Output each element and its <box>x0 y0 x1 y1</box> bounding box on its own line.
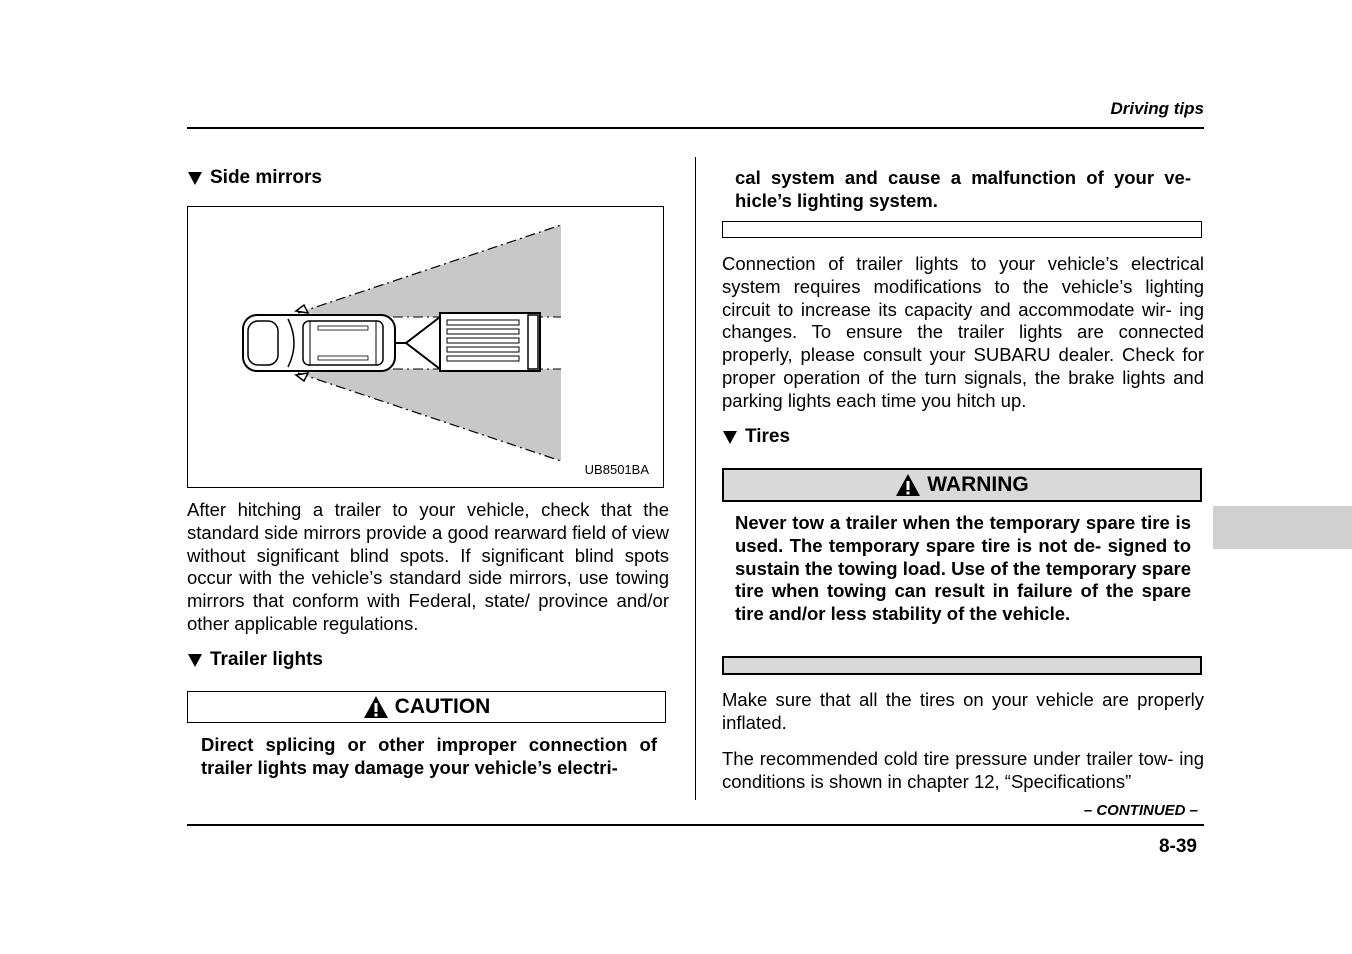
warning-label: WARNING <box>927 473 1029 496</box>
trailer-top-view <box>440 313 540 371</box>
warning-end-bar <box>722 656 1202 675</box>
car-trailer-diagram <box>188 207 663 487</box>
caution-text: Direct splicing or other improper connection of trailer lights may damage your vehicle’s electri- <box>201 734 657 778</box>
tires-heading-text: Tires <box>745 426 791 447</box>
warning-text: Never tow a trailer when the temporary spare tire is used. The temporary spare tire is not de- signed to sustain the towing load. Use of the temporary spare tire when towing can result in failure of the spare tire and/or less stability of the vehicle. <box>735 512 1191 625</box>
side-mirrors-heading-text: Side mirrors <box>210 167 322 188</box>
caution-label: CAUTION <box>394 695 491 718</box>
side-mirrors-figure <box>187 206 664 488</box>
tires-paragraph-1: Make sure that all the tires on your vehicle are properly inflated. <box>722 689 1204 733</box>
heading-triangle-icon <box>723 431 737 444</box>
car-top-view <box>243 305 395 381</box>
top-rule <box>187 127 1204 129</box>
chapter-tab <box>1213 506 1352 549</box>
warning-triangle-icon <box>895 473 921 497</box>
trailer-lights-heading-text: Trailer lights <box>210 649 323 670</box>
page-number: 8-39 <box>1158 836 1197 857</box>
heading-triangle-icon <box>188 172 202 185</box>
column-divider <box>695 157 696 800</box>
tires-heading <box>723 426 790 448</box>
bottom-rule <box>187 824 1204 826</box>
caution-text-continued: cal system and cause a malfunction of your ve- hicle’s lighting system. <box>735 167 1191 211</box>
side-mirrors-paragraph: After hitching a trailer to your vehicle, check that the standard side mirrors provide a good rearward field of view without significant blind spots. If significant blind spots occur with the vehicle’s standard side mirrors, use towing mirrors that conform with Federal, state/ province and/or other applicable regulations. <box>187 499 669 634</box>
caution-end-bar <box>722 221 1202 238</box>
trailer-hitch <box>395 317 440 369</box>
left-mirror <box>296 305 308 313</box>
caution-label-box <box>187 691 666 723</box>
figure-code: UB8501BA <box>584 462 649 477</box>
side-mirrors-heading <box>188 167 322 189</box>
right-mirror <box>296 373 308 381</box>
warning-triangle-icon <box>363 695 389 719</box>
warning-label-box <box>722 468 1202 502</box>
trailer-lights-paragraph: Connection of trailer lights to your vehicle’s electrical system requires modifications to the vehicle’s lighting circuit to increase its capacity and accommodate wir- ing changes. To ensure the trailer lights are connected properly, please consult your SUBARU dealer. Check for proper operation of the turn signals, the brake lights and parking lights each time you hitch up. <box>722 253 1204 411</box>
heading-triangle-icon <box>188 654 202 667</box>
section-title: Driving tips <box>1110 99 1204 118</box>
tires-paragraph-2: The recommended cold tire pressure under trailer tow- ing conditions is shown in chapter 12, “Specifications” <box>722 748 1204 792</box>
trailer-lights-heading <box>188 649 323 671</box>
continued-marker: – CONTINUED – <box>1083 802 1198 819</box>
